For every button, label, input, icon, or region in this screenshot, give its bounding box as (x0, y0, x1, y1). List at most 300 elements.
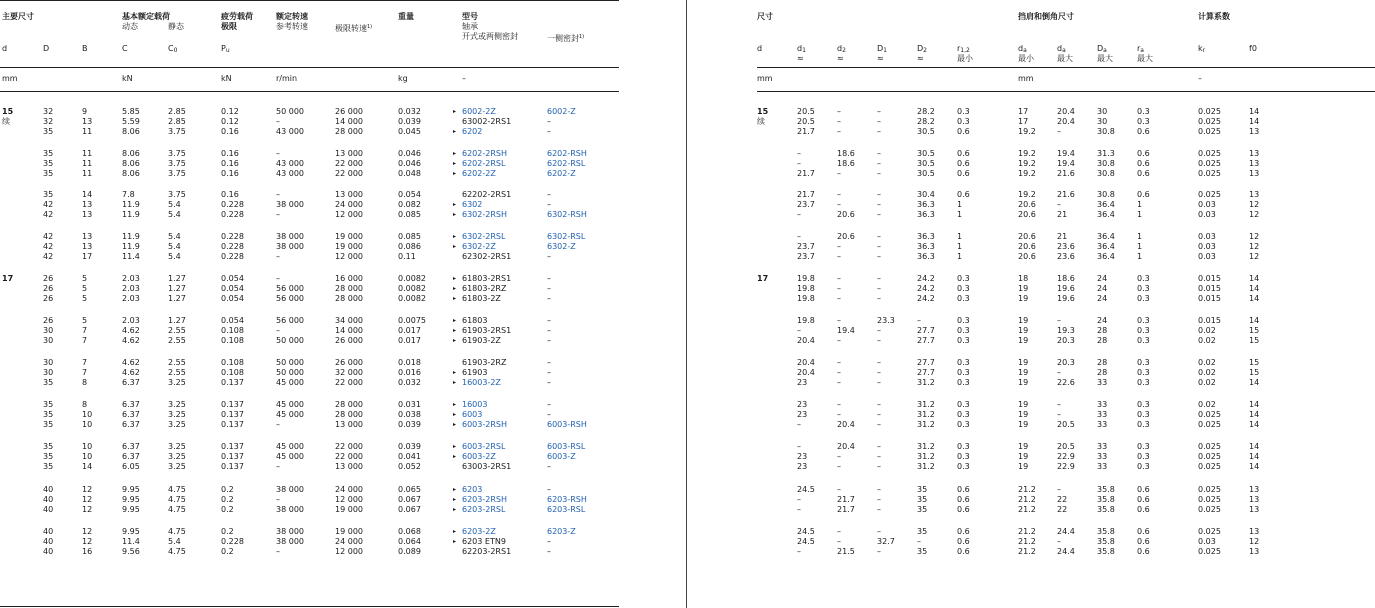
cell-fatigue-limit: 0.054 (221, 294, 244, 303)
table-row (0, 200, 1375, 210)
designation-link[interactable]: 6302-2RSH (462, 210, 507, 219)
designation-link: 63002-2RS1 (462, 117, 512, 126)
cell-D1: – (877, 326, 881, 335)
cell-D2: 35 (917, 527, 928, 536)
table-row (0, 420, 1375, 430)
cell-outer-diameter: 26 (43, 294, 54, 303)
cell-ra-max: 0.6 (1137, 190, 1150, 199)
cell-kr: 0.025 (1198, 107, 1221, 116)
cell-ra-max: 0.3 (1137, 358, 1150, 367)
cell-da-min: 21.2 (1018, 505, 1036, 514)
cell-kr: 0.025 (1198, 505, 1221, 514)
cell-reference-speed: 56 000 (276, 294, 304, 303)
one-side-designation-link[interactable]: 6202-RSH (547, 149, 587, 158)
cell-static-load: 2.55 (168, 368, 186, 377)
cell-static-load: 1.27 (168, 284, 186, 293)
one-side-designation-link[interactable]: 6302-RSL (547, 232, 586, 241)
one-side-designation-link: – (547, 537, 551, 546)
sym-ra-max-label: 最大 (1137, 54, 1153, 63)
designation-link[interactable]: 6202 (462, 127, 483, 136)
popular-item-arrow-icon: ▸ (453, 150, 457, 157)
cell-reference-speed: 50 000 (276, 368, 304, 377)
cell-limiting-speed: 22 000 (335, 452, 363, 461)
designation-link: 62302-2RS1 (462, 252, 512, 261)
cell-fatigue-limit: 0.228 (221, 537, 244, 546)
cell-fatigue-limit: 0.228 (221, 232, 244, 241)
cell-r12-min: 0.3 (957, 274, 970, 283)
cell-da-min: 19 (1018, 316, 1029, 325)
sym-Pu: Pu (221, 44, 230, 54)
cell-D1: – (877, 358, 881, 367)
cell-da-min: 19 (1018, 368, 1029, 377)
cell-f0: 14 (1249, 294, 1260, 303)
cell-d2: 20.4 (837, 420, 855, 429)
cell-width: 8 (82, 378, 88, 387)
table-row (0, 294, 1375, 304)
cell-d1: 19.8 (797, 274, 815, 283)
cell-mass: 0.018 (398, 358, 421, 367)
cell-d2: – (837, 190, 841, 199)
cell-r12-min: 0.3 (957, 368, 970, 377)
popular-item-arrow-icon: ▸ (453, 327, 457, 334)
cell-static-load: 3.75 (168, 169, 186, 178)
cell-Da-max: 24 (1097, 294, 1108, 303)
cell-f0: 14 (1249, 400, 1260, 409)
cell-f0: 12 (1249, 210, 1260, 219)
cell-bore-diameter: 17 (2, 274, 14, 283)
cell-outer-diameter: 30 (43, 336, 54, 345)
cell-r12-min: 0.3 (957, 107, 970, 116)
cell-D2: 36.3 (917, 210, 935, 219)
cell-width: 17 (82, 252, 93, 261)
cell-outer-diameter: 35 (43, 400, 54, 409)
table-row (0, 274, 1375, 284)
cell-static-load: 1.27 (168, 274, 186, 283)
one-side-designation-link: – (547, 316, 551, 325)
cell-width: 10 (82, 452, 93, 461)
unit-right-mm2: mm (1018, 74, 1034, 83)
cell-r12-min: 0.6 (957, 505, 970, 514)
cell-outer-diameter: 40 (43, 547, 54, 556)
header-bearing: 轴承 (462, 22, 478, 31)
one-side-designation-link[interactable]: 6002-Z (547, 107, 576, 116)
cell-kr: 0.025 (1198, 462, 1221, 471)
cell-da-min: 21.2 (1018, 537, 1036, 546)
cell-d1: 20.4 (797, 358, 815, 367)
cell-mass: 0.067 (398, 505, 421, 514)
cell-reference-speed: 50 000 (276, 336, 304, 345)
cell-width: 10 (82, 420, 93, 429)
designation-link[interactable]: 6003 (462, 410, 483, 419)
one-side-designation-link[interactable]: 6202-Z (547, 169, 576, 178)
one-side-designation-link[interactable]: 6003-RSH (547, 420, 587, 429)
cell-kr: 0.02 (1198, 326, 1216, 335)
cell-D1: – (877, 294, 881, 303)
cell-static-load: 3.75 (168, 159, 186, 168)
cell-fatigue-limit: 0.16 (221, 149, 239, 158)
popular-item-arrow-icon: ▸ (453, 411, 457, 418)
cell-da-max: 21 (1057, 210, 1068, 219)
cell-reference-speed: – (276, 117, 280, 126)
cell-da-max: – (1057, 485, 1061, 494)
cell-dynamic-load: 11.9 (122, 210, 140, 219)
cell-da-min: 19.2 (1018, 190, 1036, 199)
cell-limiting-speed: 28 000 (335, 294, 363, 303)
cell-d2: – (837, 336, 841, 345)
header-designation: 型号 (462, 12, 478, 21)
table-row (0, 242, 1375, 252)
cell-ra-max: 0.3 (1137, 378, 1150, 387)
cell-outer-diameter: 35 (43, 452, 54, 461)
cell-da-max: 19.6 (1057, 284, 1075, 293)
cell-fatigue-limit: 0.137 (221, 420, 244, 429)
cell-da-max: 23.6 (1057, 252, 1075, 261)
cell-fatigue-limit: 0.137 (221, 400, 244, 409)
cell-fatigue-limit: 0.108 (221, 368, 244, 377)
cell-ra-max: 0.6 (1137, 159, 1150, 168)
sym-f0: f0 (1249, 44, 1257, 53)
cell-dynamic-load: 2.03 (122, 316, 140, 325)
sym-B: B (82, 44, 88, 53)
cell-limiting-speed: 12 000 (335, 547, 363, 556)
designation-link[interactable]: 16003 (462, 400, 488, 409)
cell-Da-max: 35.8 (1097, 527, 1115, 536)
header-load-ratings: 基本额定载荷 (122, 12, 170, 21)
designation-link: 61803-2RS1 (462, 274, 512, 283)
designation-link: 61903-2Z (462, 336, 501, 345)
cell-kr: 0.015 (1198, 274, 1221, 283)
cell-D2: 30.5 (917, 149, 935, 158)
cell-D1: – (877, 232, 881, 241)
one-side-designation-link[interactable]: 6203-RSH (547, 495, 587, 504)
cell-d1: 23.7 (797, 252, 815, 261)
left-bottom-rule (0, 606, 619, 607)
sym-d1-approx: ≈ (797, 54, 804, 63)
cell-reference-speed: 45 000 (276, 378, 304, 387)
cell-d1: 21.7 (797, 127, 815, 136)
cell-outer-diameter: 42 (43, 242, 54, 251)
cell-d2: 21.5 (837, 547, 855, 556)
cell-kr: 0.03 (1198, 252, 1216, 261)
cell-limiting-speed: 22 000 (335, 378, 363, 387)
cell-Da-max: 35.8 (1097, 495, 1115, 504)
designation-link[interactable]: 6202-2RSL (462, 159, 506, 168)
cell-da-min: 20.6 (1018, 252, 1036, 261)
cell-ra-max: 1 (1137, 252, 1143, 261)
table-row (0, 358, 1375, 368)
cell-width: 10 (82, 410, 93, 419)
designation-link: 62203-2RS1 (462, 547, 512, 556)
cell-mass: 0.031 (398, 400, 421, 409)
cell-da-max: 20.3 (1057, 358, 1075, 367)
cell-d2: – (837, 169, 841, 178)
cell-Da-max: 31.3 (1097, 149, 1115, 158)
cell-static-load: 4.75 (168, 505, 186, 514)
cell-fatigue-limit: 0.228 (221, 210, 244, 219)
cell-fatigue-limit: 0.16 (221, 190, 239, 199)
cell-D1: – (877, 368, 881, 377)
cell-ra-max: 0.6 (1137, 505, 1150, 514)
cell-da-max: – (1057, 127, 1061, 136)
cell-dynamic-load: 8.06 (122, 127, 140, 136)
designation-link[interactable]: 6203 (462, 485, 483, 494)
cell-d2: – (837, 527, 841, 536)
cell-ra-max: 0.3 (1137, 462, 1150, 471)
designation-link[interactable]: 6003-2RSL (462, 442, 506, 451)
cell-da-min: 20.6 (1018, 200, 1036, 209)
cell-d2: 18.6 (837, 149, 855, 158)
cell-kr: 0.025 (1198, 169, 1221, 178)
popular-item-arrow-icon: ▸ (453, 170, 457, 177)
cell-d2: – (837, 358, 841, 367)
popular-item-arrow-icon: ▸ (453, 201, 457, 208)
cell-fatigue-limit: 0.137 (221, 378, 244, 387)
cell-mass: 0.085 (398, 210, 421, 219)
one-side-designation-link[interactable]: 6202-RSL (547, 159, 586, 168)
one-side-designation-link: – (547, 358, 551, 367)
cell-static-load: 3.25 (168, 378, 186, 387)
cell-ra-max: 0.6 (1137, 149, 1150, 158)
cell-fatigue-limit: 0.054 (221, 274, 244, 283)
header-abutment: 挡肩和倒角尺寸 (1018, 12, 1074, 21)
cell-D2: 35 (917, 485, 928, 494)
unit-right-mm: mm (757, 74, 773, 83)
cell-static-load: 4.75 (168, 527, 186, 536)
cell-kr: 0.025 (1198, 442, 1221, 451)
cell-fatigue-limit: 0.12 (221, 117, 239, 126)
cell-D1: – (877, 527, 881, 536)
cell-width: 7 (82, 336, 88, 345)
cell-limiting-speed: 34 000 (335, 316, 363, 325)
cell-da-min: 19 (1018, 284, 1029, 293)
header-one-side: 一侧密封$^{1)}$ (547, 34, 585, 43)
cell-f0: 13 (1249, 547, 1260, 556)
cell-width: 12 (82, 505, 93, 514)
cell-dynamic-load: 6.37 (122, 442, 140, 451)
cell-dynamic-load: 9.56 (122, 547, 140, 556)
cell-Da-max: 36.4 (1097, 232, 1115, 241)
cell-reference-speed: 56 000 (276, 316, 304, 325)
cell-Da-max: 36.4 (1097, 242, 1115, 251)
designation-link[interactable]: 6003-2Z (462, 452, 496, 461)
sym-da-max: da (1057, 44, 1066, 54)
cell-mass: 0.048 (398, 169, 421, 178)
one-side-designation-link[interactable]: 6203-Z (547, 527, 576, 536)
cell-Da-max: 35.8 (1097, 485, 1115, 494)
cell-da-max: 22 (1057, 495, 1068, 504)
cell-r12-min: 0.3 (957, 117, 970, 126)
sym-d2-approx: ≈ (837, 54, 844, 63)
cell-D2: 24.2 (917, 294, 935, 303)
cell-fatigue-limit: 0.2 (221, 527, 234, 536)
cell-ra-max: 0.6 (1137, 547, 1150, 556)
cell-da-max: 20.5 (1057, 420, 1075, 429)
cell-f0: 14 (1249, 420, 1260, 429)
cell-fatigue-limit: 0.2 (221, 485, 234, 494)
designation-link: 63003-2RS1 (462, 462, 512, 471)
popular-item-arrow-icon: ▸ (453, 243, 457, 250)
cell-D1: – (877, 400, 881, 409)
designation-link[interactable]: 6002-2Z (462, 107, 496, 116)
cell-D2: 27.7 (917, 368, 935, 377)
cell-f0: 13 (1249, 127, 1260, 136)
cell-limiting-speed: 19 000 (335, 505, 363, 514)
cell-f0: 14 (1249, 442, 1260, 451)
designation-link: 61803-2RZ (462, 284, 507, 293)
cell-d1: 21.7 (797, 169, 815, 178)
unit-dash: – (462, 74, 466, 83)
one-side-designation-link: – (547, 326, 551, 335)
cell-D2: 31.2 (917, 378, 935, 387)
designation-link[interactable]: 6003-2RSH (462, 420, 507, 429)
cell-D2: 31.2 (917, 420, 935, 429)
cell-kr: 0.025 (1198, 452, 1221, 461)
one-side-designation-link[interactable]: 6003-RSL (547, 442, 586, 451)
cell-D2: 35 (917, 505, 928, 514)
cell-da-min: 19 (1018, 294, 1029, 303)
cell-dynamic-load: 4.62 (122, 336, 140, 345)
cell-da-min: 19 (1018, 326, 1029, 335)
cell-limiting-speed: 22 000 (335, 442, 363, 451)
cell-width: 16 (82, 547, 93, 556)
cell-dynamic-load: 6.37 (122, 378, 140, 387)
cell-reference-speed: – (276, 274, 280, 283)
one-side-designation-link[interactable]: 6302-Z (547, 242, 576, 251)
designation-link[interactable]: 16003-2Z (462, 378, 501, 387)
cell-D1: – (877, 378, 881, 387)
cell-dynamic-load: 4.62 (122, 368, 140, 377)
designation-link[interactable]: 6302-2RSL (462, 232, 506, 241)
designation-link: 61903-2RS1 (462, 326, 512, 335)
cell-D2: 27.7 (917, 336, 935, 345)
cell-D1: – (877, 252, 881, 261)
cell-d1: 23 (797, 462, 808, 471)
cell-D2: 36.3 (917, 252, 935, 261)
cell-r12-min: 1 (957, 252, 963, 261)
cell-D1: – (877, 485, 881, 494)
cell-da-min: 19 (1018, 400, 1029, 409)
cell-ra-max: 0.6 (1137, 527, 1150, 536)
designation-link[interactable]: 6203-2Z (462, 527, 496, 536)
cell-da-max: 24.4 (1057, 527, 1075, 536)
cell-d2: – (837, 368, 841, 377)
cell-reference-speed: – (276, 326, 280, 335)
table-row (0, 378, 1375, 388)
cell-D1: – (877, 149, 881, 158)
cell-mass: 0.0082 (398, 294, 426, 303)
cell-da-max: 21.6 (1057, 169, 1075, 178)
cell-kr: 0.02 (1198, 368, 1216, 377)
cell-outer-diameter: 40 (43, 485, 54, 494)
designation-link[interactable]: 6302-2Z (462, 242, 496, 251)
cell-da-max: 20.4 (1057, 107, 1075, 116)
cell-D1: – (877, 462, 881, 471)
one-side-designation-link[interactable]: 6203-RSL (547, 505, 586, 514)
cell-kr: 0.02 (1198, 400, 1216, 409)
cell-dynamic-load: 11.4 (122, 252, 140, 261)
cell-D1: – (877, 442, 881, 451)
cell-outer-diameter: 35 (43, 378, 54, 387)
header-static: 静态 (168, 22, 184, 31)
designation-link[interactable]: 6202-2Z (462, 169, 496, 178)
designation-link[interactable]: 6302 (462, 200, 483, 209)
cell-f0: 13 (1249, 505, 1260, 514)
cell-f0: 13 (1249, 149, 1260, 158)
cell-limiting-speed: 16 000 (335, 274, 363, 283)
cell-mass: 0.067 (398, 495, 421, 504)
cell-D1: – (877, 547, 881, 556)
cell-ra-max: 1 (1137, 210, 1143, 219)
cell-kr: 0.025 (1198, 527, 1221, 536)
cell-ra-max: 0.6 (1137, 127, 1150, 136)
cell-f0: 14 (1249, 274, 1260, 283)
cell-fatigue-limit: 0.108 (221, 326, 244, 335)
designation-link[interactable]: 6203-2RSL (462, 505, 506, 514)
table-row (0, 527, 1375, 537)
cell-fatigue-limit: 0.137 (221, 442, 244, 451)
cell-da-min: 19 (1018, 336, 1029, 345)
designation-link[interactable]: 6203-2RSH (462, 495, 507, 504)
one-side-designation-link[interactable]: 6302-RSH (547, 210, 587, 219)
cell-r12-min: 1 (957, 242, 963, 251)
one-side-designation-link: – (547, 547, 551, 556)
cell-fatigue-limit: 0.137 (221, 452, 244, 461)
cell-reference-speed: 38 000 (276, 200, 304, 209)
cell-width: 5 (82, 294, 88, 303)
cell-d1: 23 (797, 410, 808, 419)
one-side-designation-link[interactable]: 6003-Z (547, 452, 576, 461)
cell-width: 7 (82, 368, 88, 377)
cell-D1: – (877, 159, 881, 168)
cell-reference-speed: 45 000 (276, 442, 304, 451)
cell-D2: 30.5 (917, 127, 935, 136)
designation-link[interactable]: 6202-2RSH (462, 149, 507, 158)
cell-dynamic-load: 6.37 (122, 452, 140, 461)
popular-item-arrow-icon: ▸ (453, 108, 457, 115)
cell-limiting-speed: 32 000 (335, 368, 363, 377)
cell-da-max: 21.6 (1057, 190, 1075, 199)
cell-mass: 0.046 (398, 149, 421, 158)
cell-r12-min: 1 (957, 210, 963, 219)
cell-da-min: 19.2 (1018, 127, 1036, 136)
cell-outer-diameter: 35 (43, 127, 54, 136)
cell-mass: 0.0082 (398, 284, 426, 293)
cell-ra-max: 0.3 (1137, 452, 1150, 461)
cell-reference-speed: 43 000 (276, 169, 304, 178)
cell-Da-max: 24 (1097, 284, 1108, 293)
table-row (0, 127, 1375, 137)
cell-dynamic-load: 11.4 (122, 537, 140, 546)
designation-link: 61903-2RZ (462, 358, 507, 367)
cell-outer-diameter: 26 (43, 316, 54, 325)
cell-mass: 0.046 (398, 159, 421, 168)
cell-d2: – (837, 107, 841, 116)
one-side-designation-link: – (547, 117, 551, 126)
cell-limiting-speed: 14 000 (335, 117, 363, 126)
cell-width: 9 (82, 107, 88, 116)
cell-D2: 31.2 (917, 442, 935, 451)
cell-mass: 0.085 (398, 232, 421, 241)
cell-dynamic-load: 4.62 (122, 326, 140, 335)
cell-reference-speed: 38 000 (276, 505, 304, 514)
cell-d1: – (797, 159, 801, 168)
cell-right-bore-diameter: 17 (757, 274, 769, 283)
cell-r12-min: 0.3 (957, 400, 970, 409)
cell-mass: 0.016 (398, 368, 421, 377)
cell-d1: – (797, 420, 801, 429)
cell-dynamic-load: 8.06 (122, 169, 140, 178)
cell-kr: 0.025 (1198, 149, 1221, 158)
